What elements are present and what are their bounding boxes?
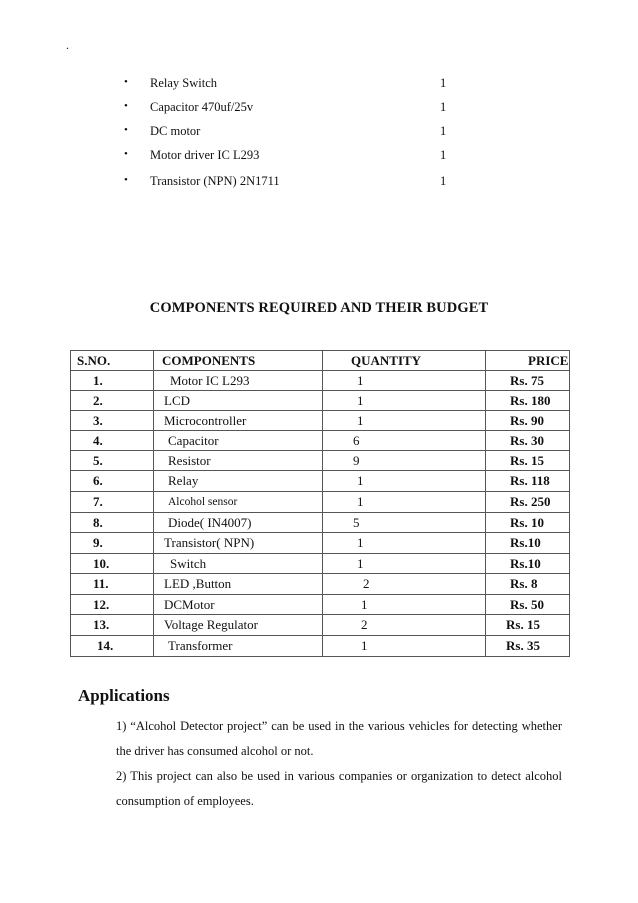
cell-component: Capacitor	[154, 431, 323, 451]
bullet-icon: •	[124, 100, 128, 112]
list-item	[124, 174, 464, 198]
budget-table	[70, 350, 570, 657]
table-row	[71, 492, 570, 513]
bullet-icon: •	[124, 148, 128, 160]
cell-quantity: 5	[323, 513, 486, 533]
cell-price: Rs. 35	[486, 636, 570, 657]
cell-sno: 4.	[71, 431, 154, 451]
cell-price: Rs.10	[486, 533, 570, 554]
table-row	[71, 471, 570, 492]
list-item	[124, 100, 464, 124]
cell-price: Rs. 118	[486, 471, 570, 492]
cell-sno: 11.	[71, 574, 154, 595]
list-item	[124, 124, 464, 148]
components-bullet-list	[124, 76, 464, 198]
cell-quantity: 9	[323, 451, 486, 471]
list-item	[124, 148, 464, 172]
cell-sno: 13.	[71, 615, 154, 636]
cell-price: Rs. 15	[486, 451, 570, 471]
applications-heading: Applications	[78, 686, 170, 705]
cell-price: Rs. 180	[486, 391, 570, 411]
cell-price: Rs. 8	[486, 574, 570, 595]
cell-price: Rs. 15	[486, 615, 570, 636]
list-item-qty: 1	[440, 76, 447, 90]
cell-quantity: 2	[323, 615, 486, 636]
application-item: 1) “Alcohol Detector project” can be used in the various vehicles for detecting whether the driver has consumed alcohol or not.	[116, 719, 562, 758]
list-item	[124, 76, 464, 100]
table-row	[71, 513, 570, 533]
list-item-qty: 1	[440, 174, 447, 188]
table-row	[71, 451, 570, 471]
cell-component: Microcontroller	[154, 411, 323, 431]
cell-quantity: 1	[323, 411, 486, 431]
list-item-name: Motor driver IC L293	[150, 148, 260, 162]
cell-component: Resistor	[154, 451, 323, 471]
table-row	[71, 554, 570, 574]
cell-sno: 12.	[71, 595, 154, 615]
cell-component: Alcohol sensor	[154, 492, 323, 513]
cell-price: Rs. 10	[486, 513, 570, 533]
table-header-row	[71, 351, 570, 371]
cell-sno: 14.	[71, 636, 154, 657]
cell-sno: 6.	[71, 471, 154, 492]
cell-price: Rs. 75	[486, 371, 570, 391]
cell-price: Rs. 30	[486, 431, 570, 451]
table-row	[71, 636, 570, 657]
list-item-qty: 1	[440, 100, 447, 114]
cell-sno: 10.	[71, 554, 154, 574]
list-item-qty: 1	[440, 124, 447, 138]
stray-mark: .	[66, 38, 69, 52]
cell-component: Motor IC L293	[154, 371, 323, 391]
application-item: 2) This project can also be used in various companies or organization to detect alcohol consumption of employees.	[116, 769, 562, 808]
cell-price: Rs.10	[486, 554, 570, 574]
cell-quantity: 2	[323, 574, 486, 595]
cell-quantity: 1	[323, 492, 486, 513]
cell-sno: 7.	[71, 492, 154, 513]
header-sno: S.NO.	[71, 351, 154, 371]
cell-component: Diode( IN4007)	[154, 513, 323, 533]
cell-sno: 8.	[71, 513, 154, 533]
list-item-name: Transistor (NPN) 2N1711	[150, 174, 280, 188]
list-item-name: Relay Switch	[150, 76, 218, 90]
cell-component: LCD	[154, 391, 323, 411]
cell-component: Switch	[154, 554, 323, 574]
table-row	[71, 615, 570, 636]
list-item-name: DC motor	[150, 124, 201, 138]
cell-sno: 9.	[71, 533, 154, 554]
table-row	[71, 391, 570, 411]
cell-component: Transformer	[154, 636, 323, 657]
cell-price: Rs. 50	[486, 595, 570, 615]
list-item-qty: 1	[440, 148, 447, 162]
applications-body	[116, 714, 562, 814]
bullet-icon: •	[124, 174, 128, 186]
table-row	[71, 411, 570, 431]
budget-title: COMPONENTS REQUIRED AND THEIR BUDGET	[149, 300, 489, 316]
cell-sno: 5.	[71, 451, 154, 471]
cell-quantity: 1	[323, 371, 486, 391]
cell-price: Rs. 250	[486, 492, 570, 513]
table-row	[71, 371, 570, 391]
list-item-name: Capacitor 470uf/25v	[150, 100, 254, 114]
header-quantity: QUANTITY	[323, 351, 486, 371]
cell-quantity: 1	[323, 471, 486, 492]
cell-quantity: 1	[323, 636, 486, 657]
cell-quantity: 1	[323, 554, 486, 574]
cell-sno: 1.	[71, 371, 154, 391]
table-row	[71, 595, 570, 615]
cell-price: Rs. 90	[486, 411, 570, 431]
cell-quantity: 1	[323, 533, 486, 554]
table-row	[71, 574, 570, 595]
cell-component: Voltage Regulator	[154, 615, 323, 636]
header-price: PRICE	[486, 351, 570, 371]
bullet-icon: •	[124, 76, 128, 88]
cell-sno: 2.	[71, 391, 154, 411]
bullet-icon: •	[124, 124, 128, 136]
header-components: COMPONENTS	[154, 351, 323, 371]
cell-quantity: 6	[323, 431, 486, 451]
cell-component: LED ,Button	[154, 574, 323, 595]
cell-quantity: 1	[323, 595, 486, 615]
cell-sno: 3.	[71, 411, 154, 431]
table-row	[71, 533, 570, 554]
cell-component: Transistor( NPN)	[154, 533, 323, 554]
cell-component: DCMotor	[154, 595, 323, 615]
cell-quantity: 1	[323, 391, 486, 411]
table-row	[71, 431, 570, 451]
cell-component: Relay	[154, 471, 323, 492]
